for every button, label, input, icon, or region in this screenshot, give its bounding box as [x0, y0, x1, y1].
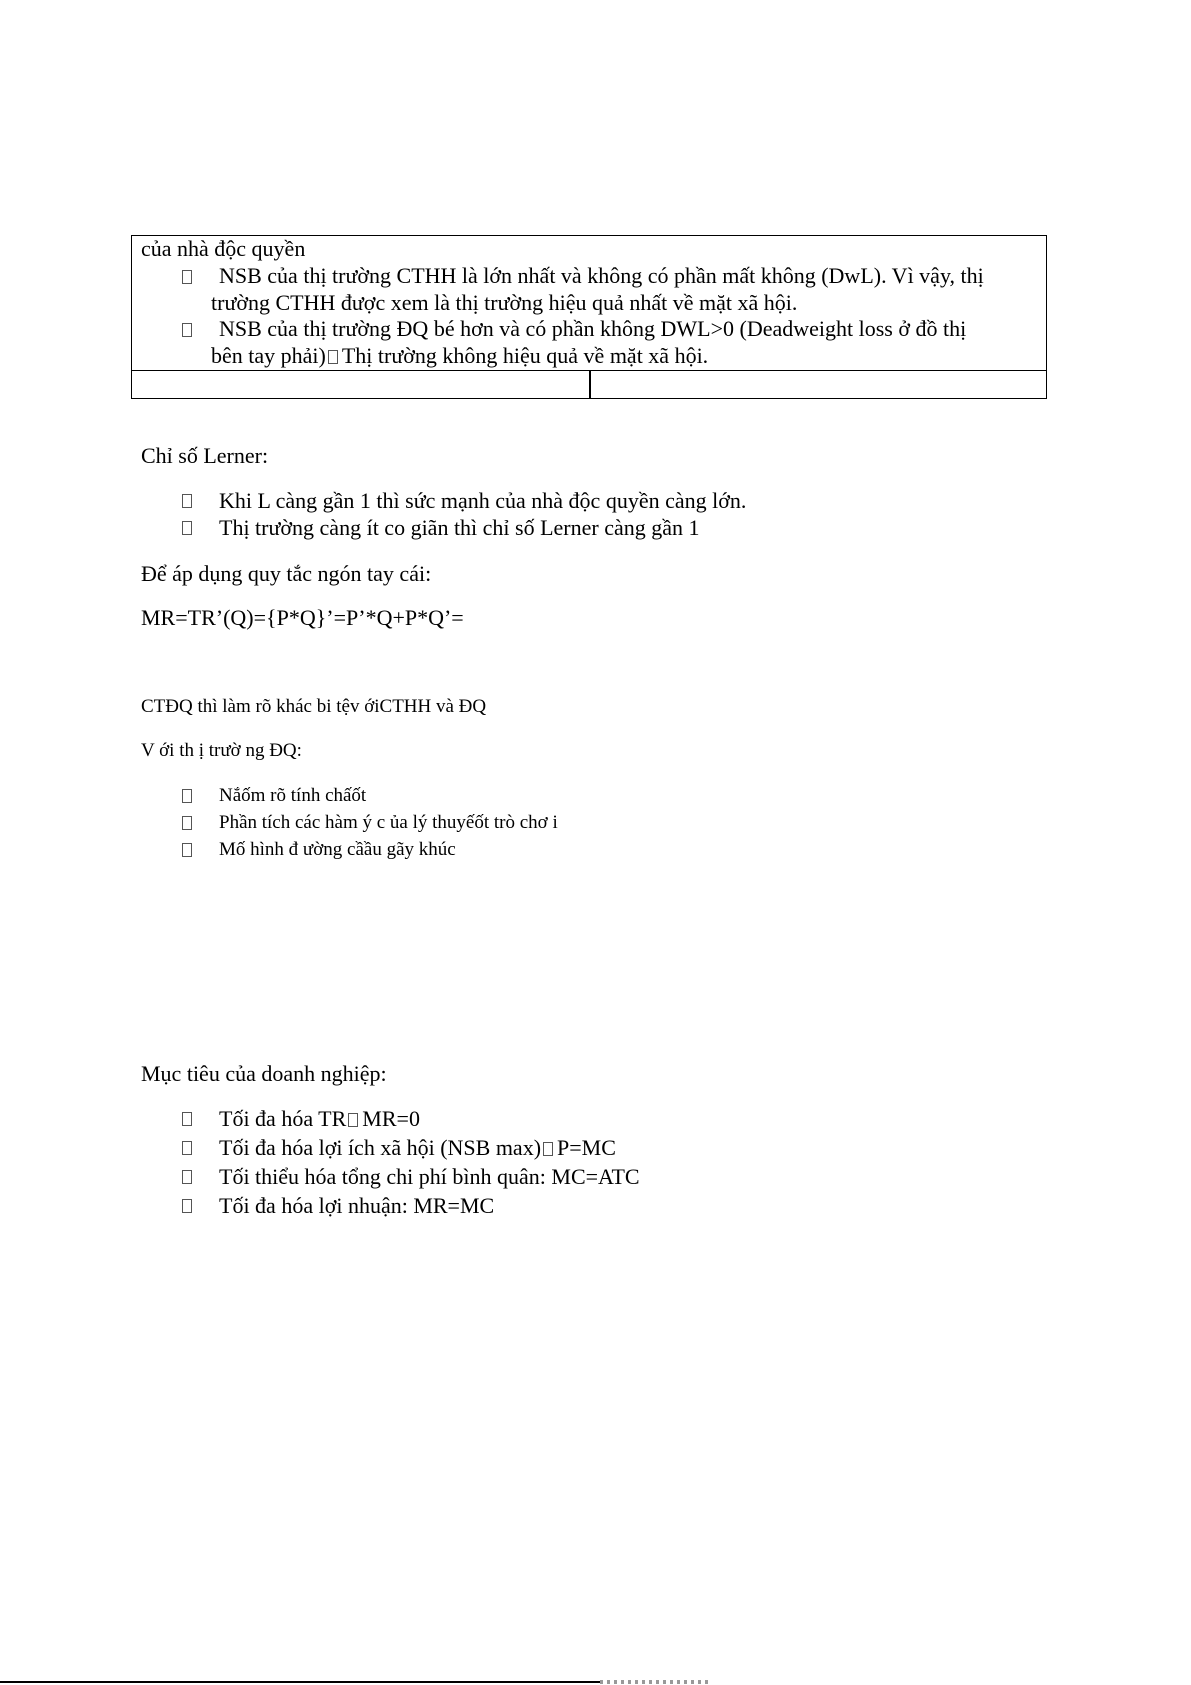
ctdq-bullet-3: Mố hình đ ường cầầu gãy khúc [219, 839, 456, 860]
bullet-glyph-icon [182, 1199, 192, 1213]
table-bullet-1-line-2: trường CTHH được xem là thị trường hiệu quả nhất về mặt xã hội. [211, 290, 798, 315]
bullet-glyph-icon [182, 270, 192, 284]
bullet-glyph-icon [182, 494, 192, 508]
objective-bullet-4: Tối đa hóa lợi nhuận: MR=MC [219, 1193, 495, 1218]
thumb-rule-heading: Để áp dụng quy tắc ngón tay cái: [141, 561, 432, 586]
lerner-bullet-2: Thị trường càng ít co giãn thì chỉ số Lerner càng gần 1 [219, 515, 700, 540]
thumb-rule-formula: MR=TR’(Q)={P*Q}’=P’*Q+P*Q’= [141, 605, 464, 630]
bullet-glyph-icon [182, 1170, 192, 1184]
ctdq-bullet-1: Nắốm rõ tính chấốt [219, 785, 367, 806]
bullet-glyph-icon [182, 789, 192, 803]
table-column-divider [589, 371, 591, 399]
objective-2-after: P=MC [557, 1135, 616, 1160]
lerner-bullet-1: Khi L càng gần 1 thì sức mạnh của nhà độc quyền càng lớn. [219, 488, 747, 513]
arrow-glyph-icon [348, 1113, 358, 1127]
page-bottom-rule [0, 1681, 600, 1683]
table-header-text: của nhà độc quyền [141, 236, 306, 261]
bullet-glyph-icon [182, 323, 192, 337]
table-bullet-2-line-2-after: Thị trường không hiệu quả về mặt xã hội. [341, 343, 709, 368]
ctdq-line-2: V ới th ị trườ ng ĐQ: [141, 740, 302, 761]
table-bullet-1-line-1: NSB của thị trường CTHH là lớn nhất và không có phần mất không (DwL). Vì vậy, thị [219, 263, 984, 288]
page-bottom-rule-tail [600, 1680, 710, 1684]
ctdq-line-1: CTĐQ thì làm rõ khác bi tệv ớiCTHH và ĐQ [141, 696, 487, 717]
table-bullet-2-line-1: NSB của thị trường ĐQ bé hơn và có phần không DWL>0 (Deadweight loss ở đồ thị [219, 316, 967, 341]
bullet-glyph-icon [182, 816, 192, 830]
table-bullet-2-line-2-before: bên tay phải) [211, 343, 326, 368]
bullet-glyph-icon [182, 843, 192, 857]
objective-bullet-1 [219, 1106, 420, 1132]
objective-bullet-2 [219, 1135, 616, 1161]
bullet-glyph-icon [182, 1112, 192, 1126]
ctdq-bullet-2: Phần tích các hàm ý c ủa lý thuyếốt trò chơ i [219, 812, 558, 833]
arrow-glyph-icon [328, 350, 338, 364]
lerner-heading: Chỉ số Lerner: [141, 443, 269, 468]
table-bullet-2-line-2 [211, 343, 708, 369]
objective-1-after: MR=0 [362, 1106, 420, 1131]
arrow-glyph-icon [543, 1142, 553, 1156]
bullet-glyph-icon [182, 521, 192, 535]
objective-2-before: Tối đa hóa lợi ích xã hội (NSB max) [219, 1135, 542, 1160]
objective-1-before: Tối đa hóa TR [219, 1106, 347, 1131]
objectives-heading: Mục tiêu của doanh nghiệp: [141, 1061, 387, 1086]
bullet-glyph-icon [182, 1141, 192, 1155]
objective-bullet-3: Tối thiểu hóa tổng chi phí bình quân: MC=ATC [219, 1164, 640, 1189]
